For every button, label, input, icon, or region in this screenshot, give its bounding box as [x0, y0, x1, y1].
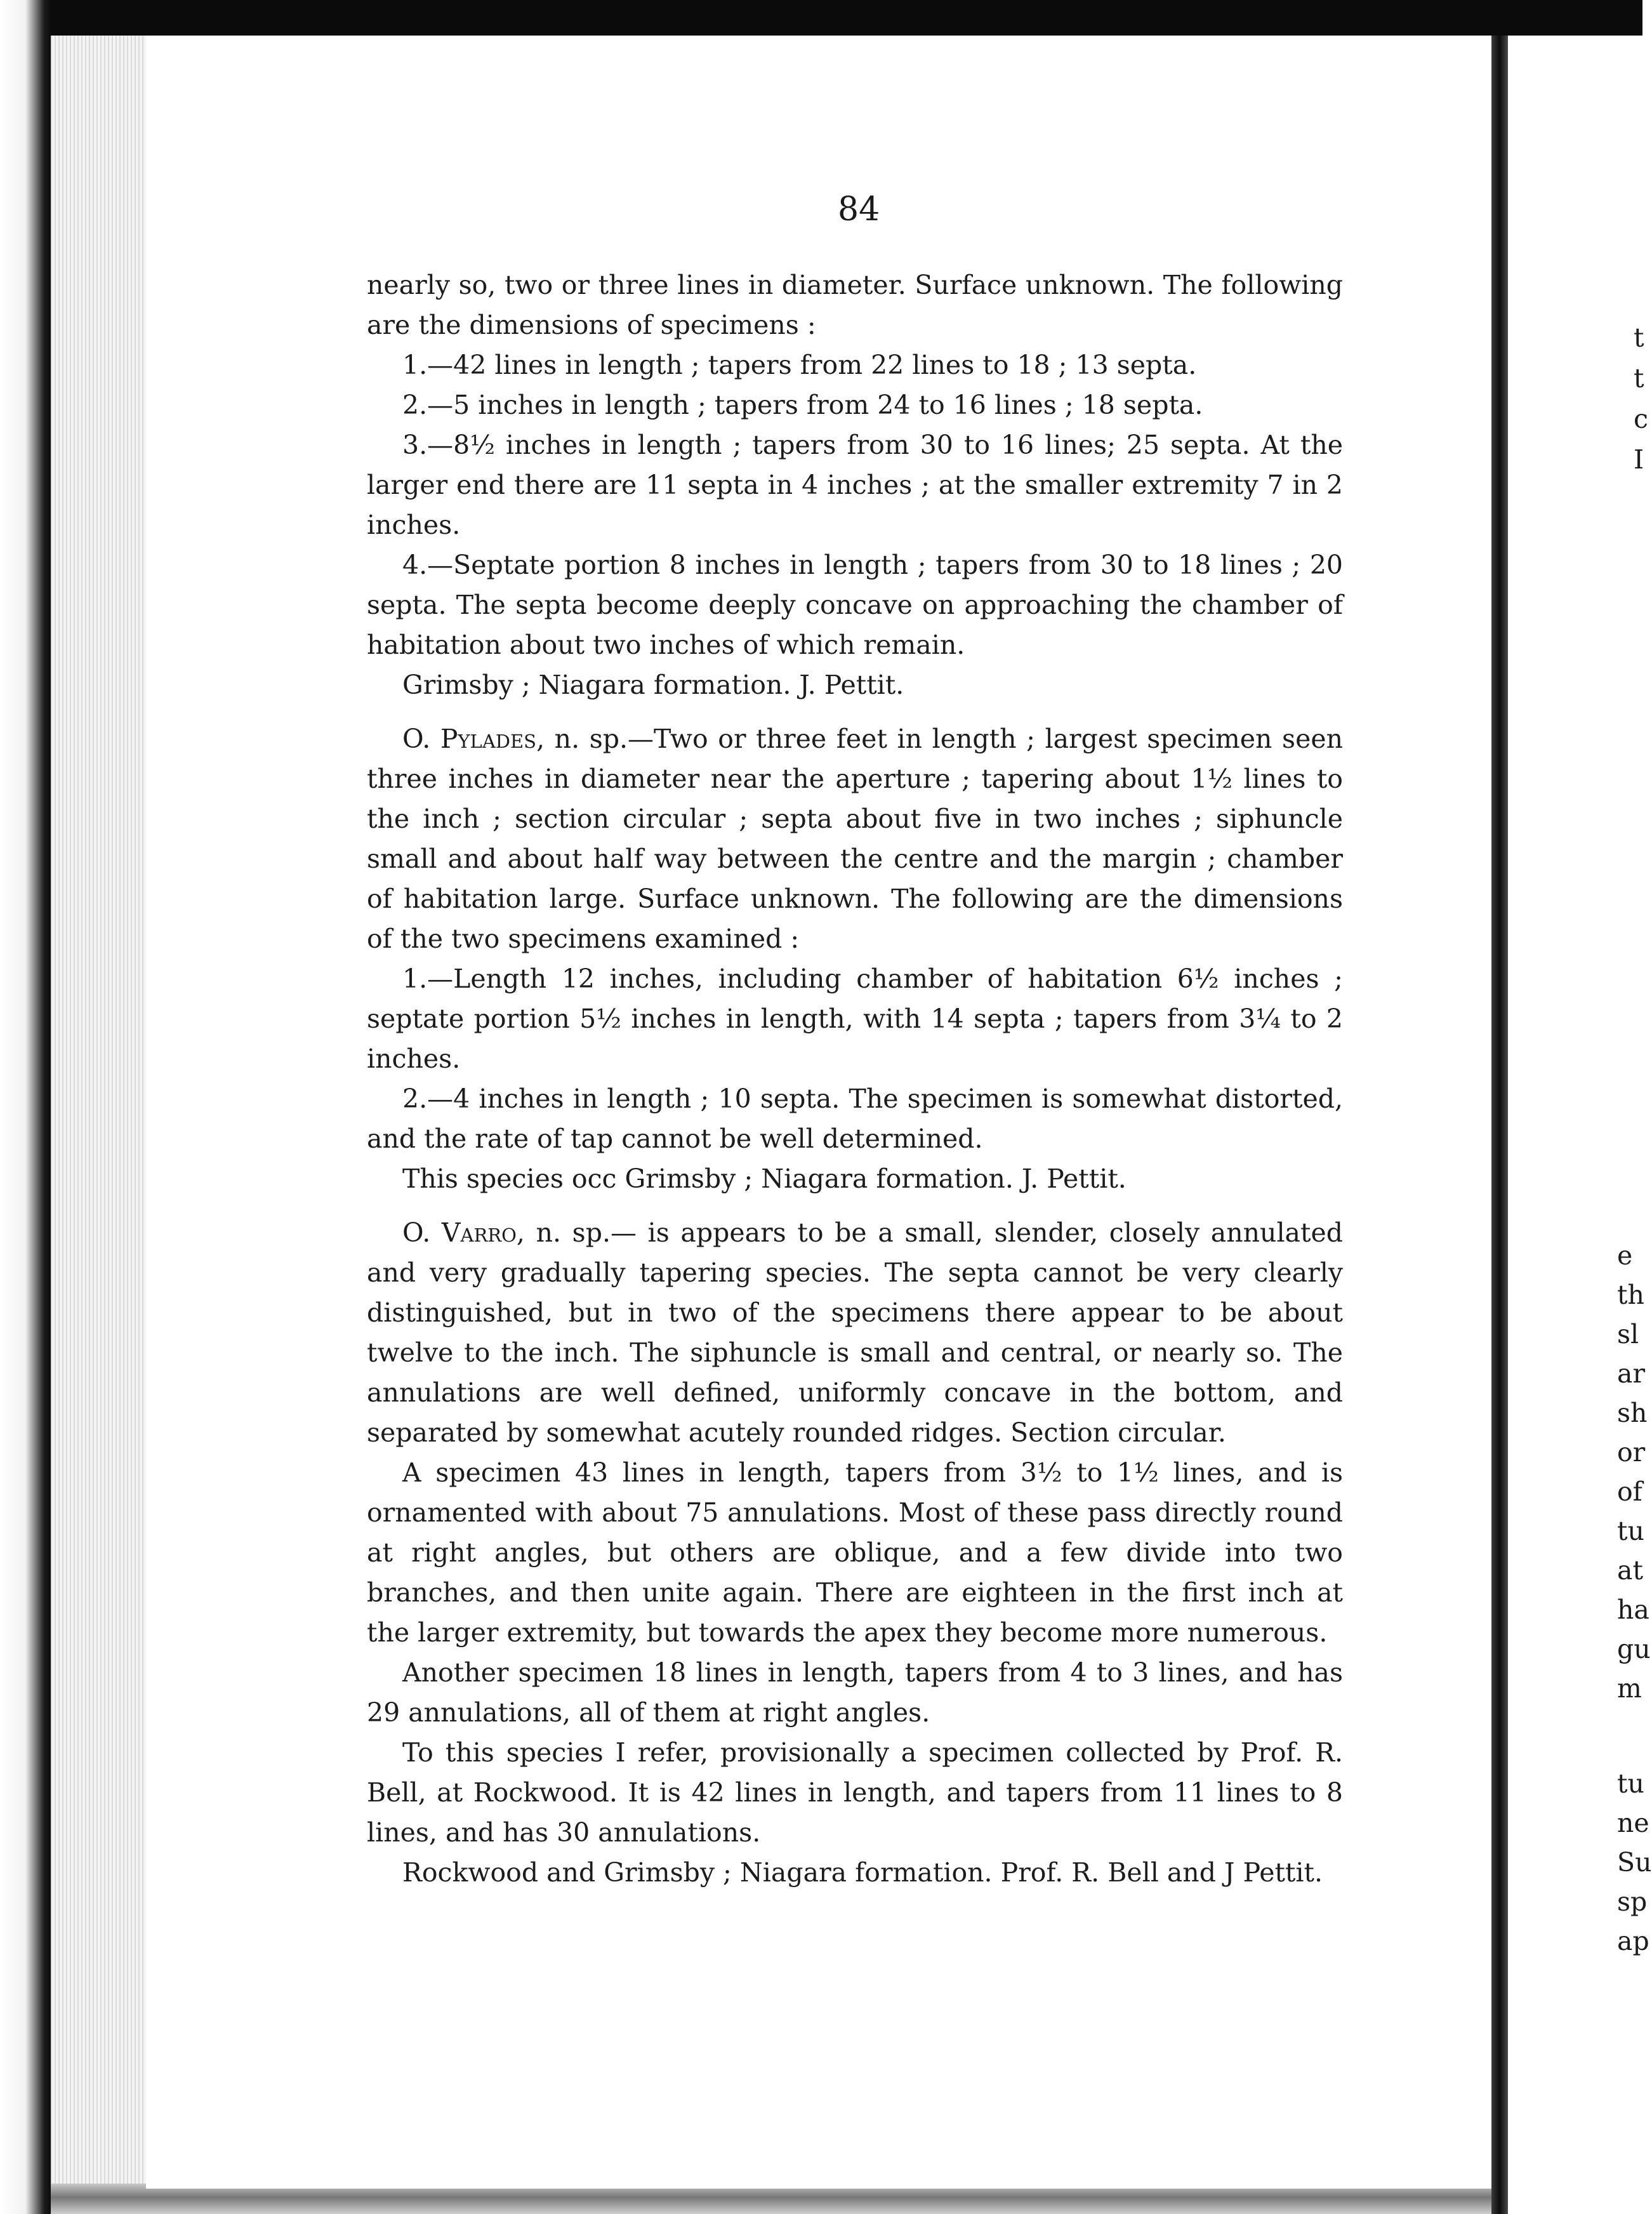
facing-page-fragment: or — [1617, 1437, 1646, 1468]
book-left-edge — [0, 0, 51, 2214]
paragraph-text: Another specimen 18 lines in length, tapers from 4 to 3 lines, and has 29 annulations, all of them at right angles. — [367, 1657, 1343, 1728]
facing-page-fragment: e — [1617, 1240, 1633, 1271]
facing-page-fragment: t — [1634, 322, 1644, 353]
paragraph-text: To this species I refer, provisionally a specimen collected by Prof. R. Bell, at Rockwood. It is 42 lines in length, and tapers from 11 lines to 8 lines, and has 30 annulations. — [367, 1737, 1343, 1848]
paragraph-text: 2.—5 inches in length ; tapers from 24 to 16 lines ; 18 septa. — [402, 390, 1203, 420]
paragraph-text: 3.—8½ inches in length ; tapers from 30 to 16 lines; 25 septa. At the larger end there are 11 septa in 4 inches ; at the smaller extremity 7 in 2 inches. — [367, 430, 1343, 540]
book-gutter — [1491, 36, 1508, 2214]
facing-page-fragment: Su — [1617, 1847, 1652, 1878]
paragraph — [367, 345, 1343, 385]
paragraph — [367, 1453, 1343, 1653]
facing-page-fragment: sh — [1617, 1398, 1648, 1428]
locality-line — [367, 1853, 1343, 1893]
text-column — [367, 265, 1343, 1893]
paragraph — [367, 545, 1343, 665]
facing-page-fragment: I — [1634, 444, 1644, 475]
paragraph-text: 1.—42 lines in length ; tapers from 22 lines to 18 ; 13 septa. — [402, 350, 1197, 380]
species-paragraph — [367, 719, 1343, 959]
paragraph-text: , n. sp.—Two or three feet in length ; largest specimen seen three inches in diameter near the aperture ; tapering about 1½ lines to the inch ; section circular ; septa about five in two inches ; siphuncle small and about half way between the centre and the margin ; chamber of habitation large. Surface unknown. The following are the dimensions of the two specimens examined : — [367, 724, 1344, 954]
paragraph — [367, 1079, 1343, 1159]
paragraph — [367, 425, 1343, 545]
paragraph-text: A specimen 43 lines in length, tapers from 3½ to 1½ lines, and is ornamented with about 75 annulations. Most of these pass directly round at right angles, but others are oblique, and a few divide into two branches, and then unite again. There are eighteen in the first inch at the larger extremity, but towards the apex they become more numerous. — [367, 1457, 1343, 1648]
paragraph-text: , n. sp.— is appears to be a small, slender, closely annulated and very gradually tapering species. The septa cannot be very clearly distinguished, but in two of the specimens there appear to be about twelve to the inch. The siphuncle is small and central, or nearly so. The annulations are well defined, uniformly concave in the bottom, and separated by somewhat acutely rounded ridges. Section circular. — [367, 1217, 1343, 1448]
page-stack-edge — [51, 36, 146, 2214]
facing-page-fragment: ha — [1617, 1594, 1649, 1625]
paragraph — [367, 385, 1343, 425]
locality-line — [367, 1159, 1343, 1199]
paragraph-text: Grimsby ; Niagara formation. J. Pettit. — [402, 670, 904, 700]
facing-page-fragment: tu — [1617, 1516, 1644, 1546]
facing-page-fragment: t — [1634, 363, 1644, 394]
paragraph — [367, 959, 1343, 1079]
paragraph-text: 4.—Septate portion 8 inches in length ; tapers from 30 to 18 lines ; 20 septa. The septa become deeply concave on approaching the chamber of habitation about two inches of which remain. — [367, 550, 1343, 660]
facing-page-fragment: m — [1617, 1673, 1642, 1704]
paragraph — [367, 265, 1343, 345]
facing-page-fragment: th — [1617, 1280, 1644, 1310]
paragraph-text: 1.—Length 12 inches, including chamber of habitation 6½ inches ; septate portion 5½ inches in length, with 14 septa ; tapers from 3¼ to 2 inches. — [367, 964, 1343, 1074]
paragraph-text: This species occ Grimsby ; Niagara formation. J. Pettit. — [402, 1163, 1127, 1194]
paragraph-text: 2.—4 inches in length ; 10 septa. The specimen is somewhat distorted, and the rate of tap cannot be well determined. — [367, 1084, 1343, 1154]
facing-page-fragment: c — [1634, 404, 1648, 434]
facing-page-fragment: of — [1617, 1476, 1642, 1507]
paragraph-text: Rockwood and Grimsby ; Niagara formation. Prof. R. Bell and J Pettit. — [402, 1857, 1323, 1888]
paragraph-text: nearly so, two or three lines in diameter. Surface unknown. The following are the dimensions of specimens : — [367, 270, 1343, 340]
species-name: O. Varro — [402, 1217, 517, 1248]
species-paragraph — [367, 1213, 1343, 1453]
scan-top-border — [0, 0, 1642, 36]
locality-line — [367, 665, 1343, 705]
facing-page-fragment: at — [1617, 1555, 1643, 1586]
facing-page-fragment: ar — [1617, 1358, 1646, 1389]
facing-page-fragment: sp — [1617, 1886, 1648, 1917]
facing-page-fragment: sl — [1617, 1319, 1639, 1349]
species-name: O. Pylades — [402, 724, 537, 754]
paragraph — [367, 1653, 1343, 1733]
facing-page-fragment: tu — [1617, 1768, 1644, 1799]
page-number: 84 — [838, 190, 880, 229]
facing-page-fragment: gu — [1617, 1634, 1651, 1664]
facing-page-fragment: ne — [1617, 1808, 1649, 1838]
paragraph — [367, 1733, 1343, 1853]
facing-page-fragment: ap — [1617, 1926, 1649, 1956]
facing-page-edge — [1508, 36, 1652, 2214]
